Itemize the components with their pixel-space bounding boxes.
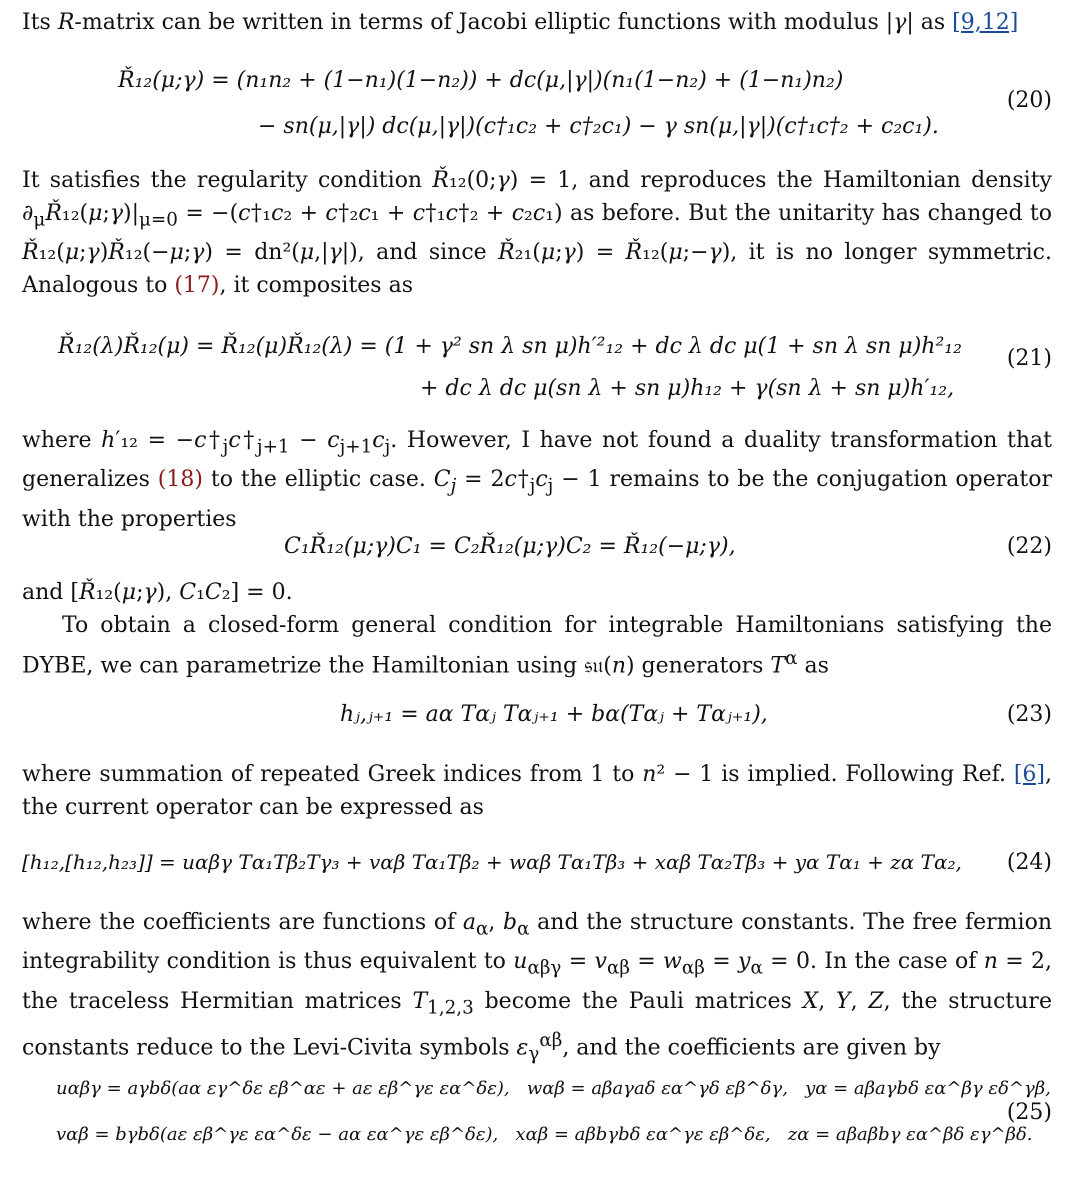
paragraph-summation: where summation of repeated Greek indices from 1 to n² − 1 is implied. Following Ref. [6], the current operator can be expressed as [22,762,1052,820]
equation-21-line-2: + dc λ dc μ(sn λ + sn μ)h₁₂ + γ(sn λ + sn μ)h′₁₂, [420,376,955,401]
equation-23: hⱼ,ⱼ₊₁ = aα Tαⱼ Tαⱼ₊₁ + bα(Tαⱼ + Tαⱼ₊₁), [340,702,768,727]
equation-20-line-1: Ř₁₂(μ;γ) = (n₁n₂ + (1−n₁)(1−n₂)) + dc(μ,|γ|)(n₁(1−n₂) + (1−n₁)n₂) [118,68,844,93]
equation-25-line-2: vαβ = bγbδ(aε εβ^γε εα^δε − aα εα^γε εβ^δε), xαβ = aβbγbδ εα^γε εβ^δε, zα = aβaβbγ εα^βδ εγ^βδ. [56,1124,1033,1145]
paragraph-parametrize: To obtain a closed-form general condition for integrable Hamiltonians satisfying the DYBE, we can parametrize the Hamiltonian using 𝔰𝔲(n) generators $T^\alpha$ as [22,613,1052,679]
paragraph-coefficients: where the coefficients are functions of $a_\alpha$, $b_\alpha$ and the structure constants. The free fermion integrability condition is thus equivalent to $u_{\alpha\beta\gamma} = v_{\alpha\beta} = w_{\alpha\beta} = y_\alpha = 0$. In the case of n = 2, the traceless Hermitian matrices $T_{1,2,3}$ become the Pauli matrices X, Y, Z, the structure constants reduce to the Levi-Civita symbols $\varepsilon_\gamma^{\alpha\beta}$, and the coefficients are given by [22,910,1052,1065]
equation-number-22: (22) [1006,534,1052,559]
equation-21-line-1: Ř₁₂(λ)Ř₁₂(μ) = Ř₁₂(μ)Ř₁₂(λ) = (1 + γ² sn λ sn μ)h′²₁₂ + dc λ dc μ(1 + sn λ sn μ)h²₁₂ [58,334,962,359]
equation-number-23: (23) [1006,702,1052,727]
paragraph-rmatrix-intro: Its R-matrix can be written in terms of Jacobi elliptic functions with modulus |γ| as [9,12] [22,10,1019,35]
equation-number-24: (24) [1006,850,1052,875]
citation-link-6[interactable]: [6] [1013,762,1045,787]
equation-number-25: (25) [1006,1100,1052,1125]
paragraph-regularity: It satisfies the regularity condition Ř₁₂(0;γ) = 1, and reproduces the Hamiltonian density $\partial_\mu Ř_{12}(\mu;\gamma)|_{\mu=0}$ = −(c†₁c₂ + c†₂c₁ + c†₁c†₂ + c₂c₁) as before. But the unitarity has changed to Ř₁₂(μ;γ)Ř₁₂(−μ;γ) = dn²(μ,|γ|), and since Ř₂₁(μ;γ) = Ř₁₂(μ;−γ), it is no longer symmetric. Analogous to (17), it composites as [22,168,1052,299]
citation-link[interactable]: [9,12] [952,10,1019,35]
equation-24: [h₁₂,[h₁₂,h₂₃]] = uαβγ Tα₁Tβ₂Tγ₃ + vαβ Tα₁Tβ₂ + wαβ Tα₁Tβ₃ + xαβ Tα₂Tβ₃ + yα Tα₁ + zα Tα₂, [22,850,962,874]
paragraph-duality: where $h'_{12} = -c\dagger_jc\dagger_{j+1} - c_{j+1}c_j$. However, I have not found a duality transformation that generalizes (18) to the elliptic case. $C_j$ = $2c\dagger_jc_j - 1$ remains to be the conjugation operator with the properties [22,428,1052,532]
equation-number-21: (21) [1006,346,1052,371]
paragraph-commutator: and [Ř₁₂(μ;γ), C₁C₂] = 0. [22,580,293,605]
equation-number-20: (20) [1006,88,1052,113]
equation-25-line-1: uαβγ = aγbδ(aα εγ^δε εβ^αε + aε εβ^γε εα^δε), wαβ = aβaγaδ εα^γδ εβ^δγ, yα = aβaγbδ εα^βγ εδ^γβ, [56,1078,1051,1099]
equation-20-line-2: − sn(μ,|γ|) dc(μ,|γ|)(c†₁c₂ + c†₂c₁) − γ sn(μ,|γ|)(c†₁c†₂ + c₂c₁). [258,114,939,139]
equation-22: C₁Ř₁₂(μ;γ)C₁ = C₂Ř₁₂(μ;γ)C₂ = Ř₁₂(−μ;γ), [284,534,736,559]
